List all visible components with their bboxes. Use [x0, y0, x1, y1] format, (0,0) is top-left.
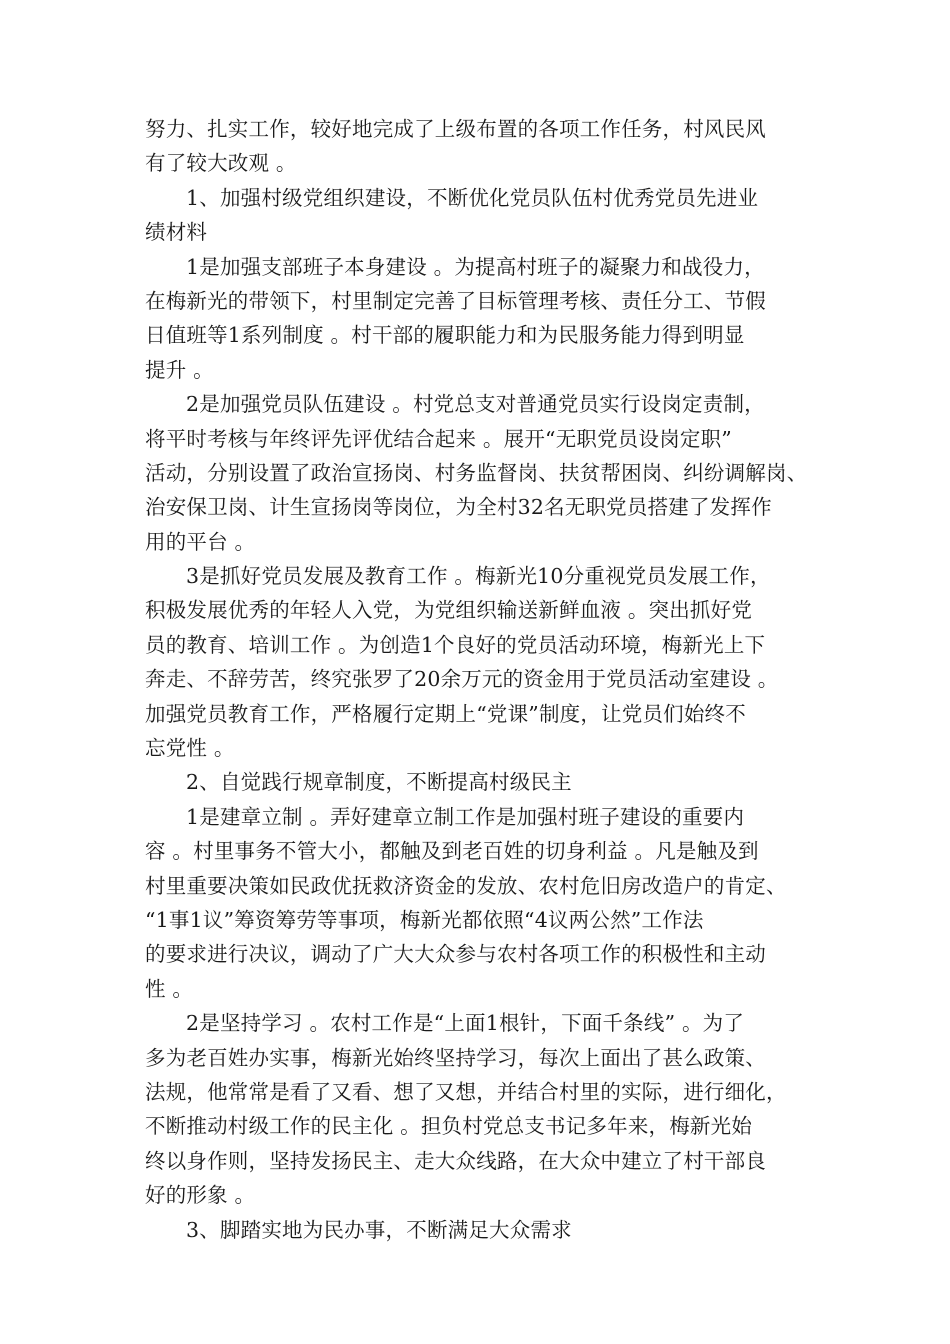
text-line: 积极发展优秀的年轻人入党，为党组织输送新鲜血液 。突出抓好党	[145, 598, 753, 623]
text-line: 1是加强支部班子本身建设 。为提高村班子的凝聚力和战役力，	[186, 254, 765, 279]
text-line: 2是坚持学习 。农村工作是“上面1根针，下面千条线” 。为了	[186, 1011, 745, 1036]
text-line: 2、自觉践行规章制度，不断提高村级民主	[186, 770, 572, 795]
text-line: 多为老百姓办实事，梅新光始终坚持学习，每次上面出了甚么政策、	[145, 1045, 766, 1070]
text-line: 的要求进行决议，调动了广大大众参与农村各项工作的积极性和主动	[145, 942, 766, 967]
text-line: 绩材料	[145, 220, 208, 245]
text-line: 不断推动村级工作的民主化 。担负村党总支书记多年来，梅新光始	[145, 1114, 753, 1139]
text-line: 活动，分别设置了政治宣扬岗、村务监督岗、扶贫帮困岗、纠纷调解岗、	[145, 460, 808, 485]
document-body	[145, 112, 813, 1247]
text-line: 终以身作则，坚持发扬民主、走大众线路，在大众中建立了村干部良	[145, 1148, 766, 1173]
text-line: 3是抓好党员发展及教育工作 。梅新光10分重视党员发展工作，	[186, 564, 771, 589]
text-line: 1、加强村级党组织建设，不断优化党员队伍村优秀党员先进业	[186, 185, 759, 210]
text-line: 在梅新光的带领下，村里制定完善了目标管理考核、责任分工、节假	[145, 288, 766, 313]
text-line: 性 。	[145, 976, 194, 1001]
text-line: 有了较大改观 。	[145, 151, 297, 176]
text-line: 努力、扎实工作，较好地完成了上级布置的各项工作任务，村风民风	[145, 117, 766, 141]
text-line: 将平时考核与年终评先评优结合起来 。展开“无职党员设岗定职”	[145, 426, 732, 451]
text-line: 2是加强党员队伍建设 。村党总支对普通党员实行设岗定责制，	[186, 392, 765, 417]
text-line: 好的形象 。	[145, 1183, 256, 1208]
text-line: 3、脚踏实地为民办事，不断满足大众需求	[186, 1217, 572, 1242]
text-line: “1事1议”筹资筹劳等事项，梅新光都依照“4议两公然”工作法	[145, 907, 704, 932]
text-line: 法规，他常常是看了又看、想了又想，并结合村里的实际，进行细化，	[145, 1079, 787, 1104]
text-line: 治安保卫岗、计生宣扬岗等岗位，为全村32名无职党员搭建了发挥作	[145, 495, 772, 520]
text-line: 日值班等1系列制度 。村干部的履职能力和为民服务能力得到明显	[145, 323, 745, 348]
text-line: 容 。村里事务不管大小，都触及到老百姓的切身利益 。凡是触及到	[145, 839, 759, 864]
text-line: 忘党性 。	[145, 736, 235, 761]
text-line: 村里重要决策如民政优抚救济资金的发放、农村危旧房改造户的肯定、	[145, 873, 787, 898]
text-line: 加强党员教育工作，严格履行定期上“党课”制度，让党员们始终不	[145, 701, 746, 726]
text-line: 1是建章立制 。弄好建章立制工作是加强村班子建设的重要内	[186, 804, 745, 829]
text-line: 用的平台 。	[145, 529, 256, 554]
text-line: 提升 。	[145, 357, 214, 382]
text-line: 奔走、不辞劳苦，终究张罗了20余万元的资金用于党员活动室建设 。	[145, 667, 779, 692]
text-line: 员的教育、培训工作 。为创造1个良好的党员活动环境，梅新光上下	[145, 632, 766, 657]
